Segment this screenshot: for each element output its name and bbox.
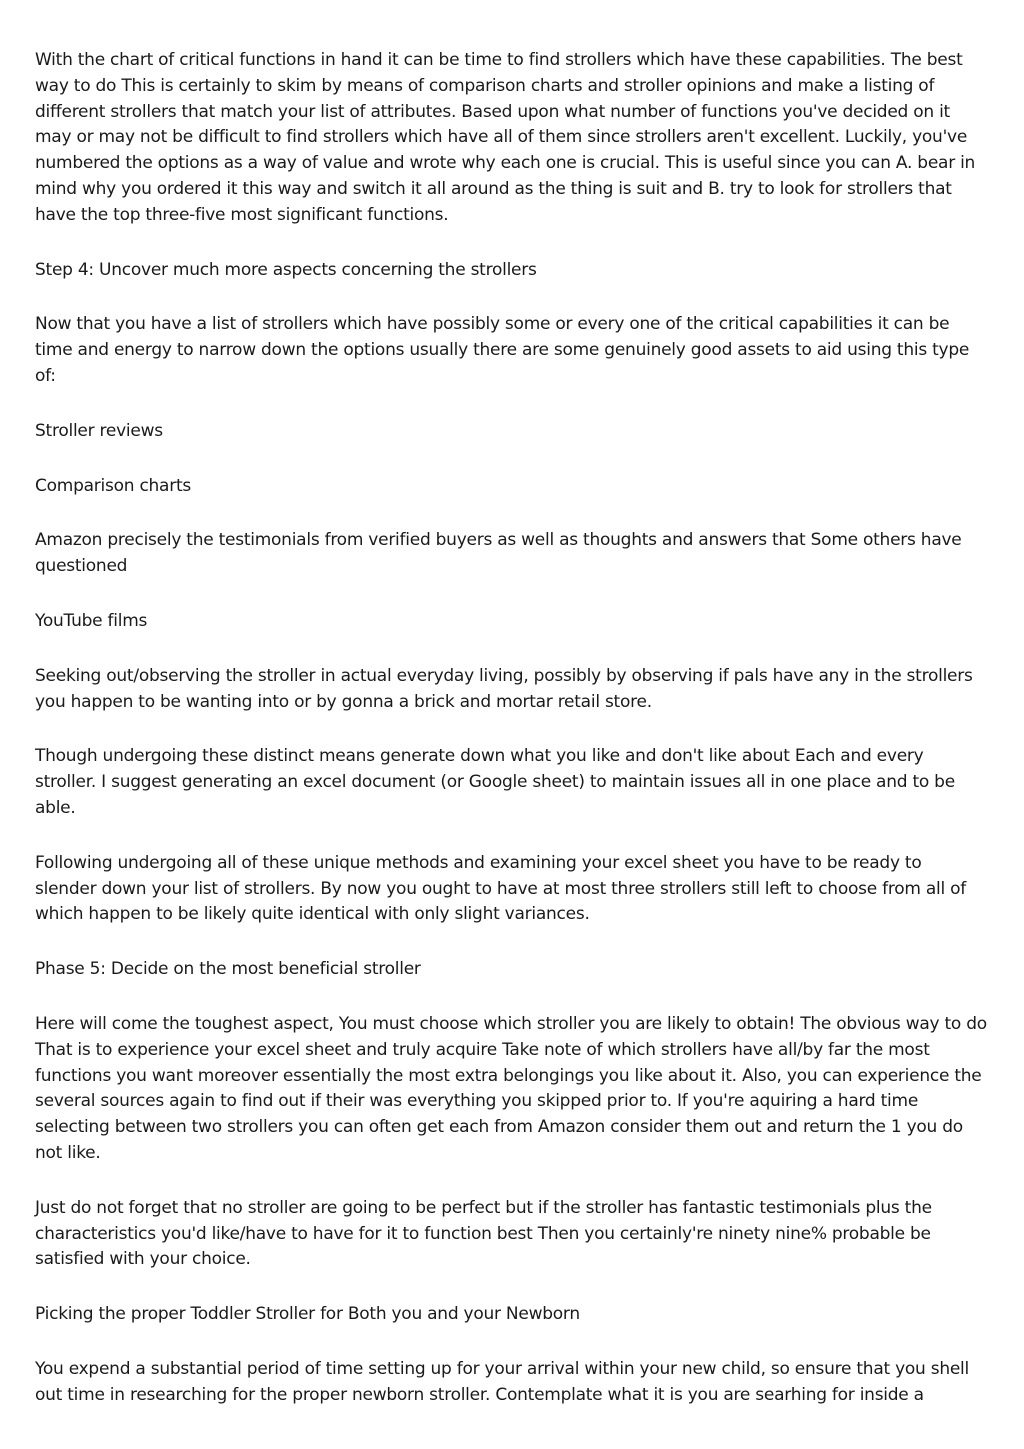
list-item-comparison-charts: Comparison charts — [35, 475, 191, 496]
list-item-amazon: Amazon precisely the testimonials from verified buyers as well as thoughts and answers that Some others have questioned — [35, 530, 962, 577]
paragraph-excel-document: Though undergoing these distinct means generate down what you like and don't like about Each and every stroller. I suggest generating an excel document (or Google sheet) to maintain issues all in one place and to be able. — [35, 746, 955, 818]
heading-step-4: Step 4: Uncover much more aspects concerning the strollers — [35, 259, 537, 280]
paragraph-slender-down: Following undergoing all of these unique methods and examining your excel sheet you have to be ready to slender down your list of strollers. By now you ought to have at most three strollers still left to choose from all of which happen to be likely quite identical with only slight variances. — [35, 852, 966, 925]
list-item-youtube: YouTube films — [35, 610, 148, 631]
paragraph-toughest-aspect: Here will come the toughest aspect, You must choose which stroller you are likely to obtain! The obvious way to do That is to experience your excel sheet and truly acquire Take note of which strollers have all/by far the most functions you want moreover essentially the most extra belongings you like about it. Also, you can experience the several sources again to find out if their was everything you skipped prior to. If you're aquiring a hard time selecting between two strollers you can often get each from Amazon consider them out and return the 1 you do not like. — [35, 1013, 987, 1163]
paragraph-no-perfect-stroller: Just do not forget that no stroller are going to be perfect but if the stroller has fantastic testimonials plus the characteristics you'd like/have to have for it to function best Then you certainly're ninety nine% probable be satisfied with your choice. — [35, 1197, 932, 1270]
document-body — [35, 48, 987, 1437]
paragraph-newborn-stroller: You expend a substantial period of time setting up for your arrival within your new child, so ensure that you shell out time in researching for the proper newborn stroller. Contemplate what it is you are searhing for inside a — [35, 1358, 969, 1405]
list-item-stroller-reviews: Stroller reviews — [35, 420, 163, 441]
paragraph-narrow-down: Now that you have a list of strollers which have possibly some or every one of the critical capabilities it can be time and energy to narrow down the options usually there are some genuinely good assets to aid using this type of: — [35, 314, 970, 386]
heading-toddler-stroller: Picking the proper Toddler Stroller for Both you and your Newborn — [35, 1304, 580, 1325]
heading-phase-5: Phase 5: Decide on the most beneficial stroller — [35, 959, 421, 980]
paragraph-intro: With the chart of critical functions in hand it can be time to find strollers which have these capabilities. The best way to do This is certainly to skim by means of comparison charts and stroller opinions and make a listing of different strollers that match your list of attributes. Based upon what number of functions you've decided on it may or may not be difficult to find strollers which have all of them since strollers aren't excellent. Luckily, you've numbered the options as a way of value and wrote why each one is crucial. This is useful since you can A. bear in mind why you ordered it this way and switch it all around as the thing is suit and B. try to look for strollers that have the top three-five most significant functions. — [35, 50, 976, 225]
list-item-observing: Seeking out/observing the stroller in actual everyday living, possibly by observing if pals have any in the strollers you happen to be wanting into or by gonna a brick and mortar retail store. — [35, 665, 973, 712]
